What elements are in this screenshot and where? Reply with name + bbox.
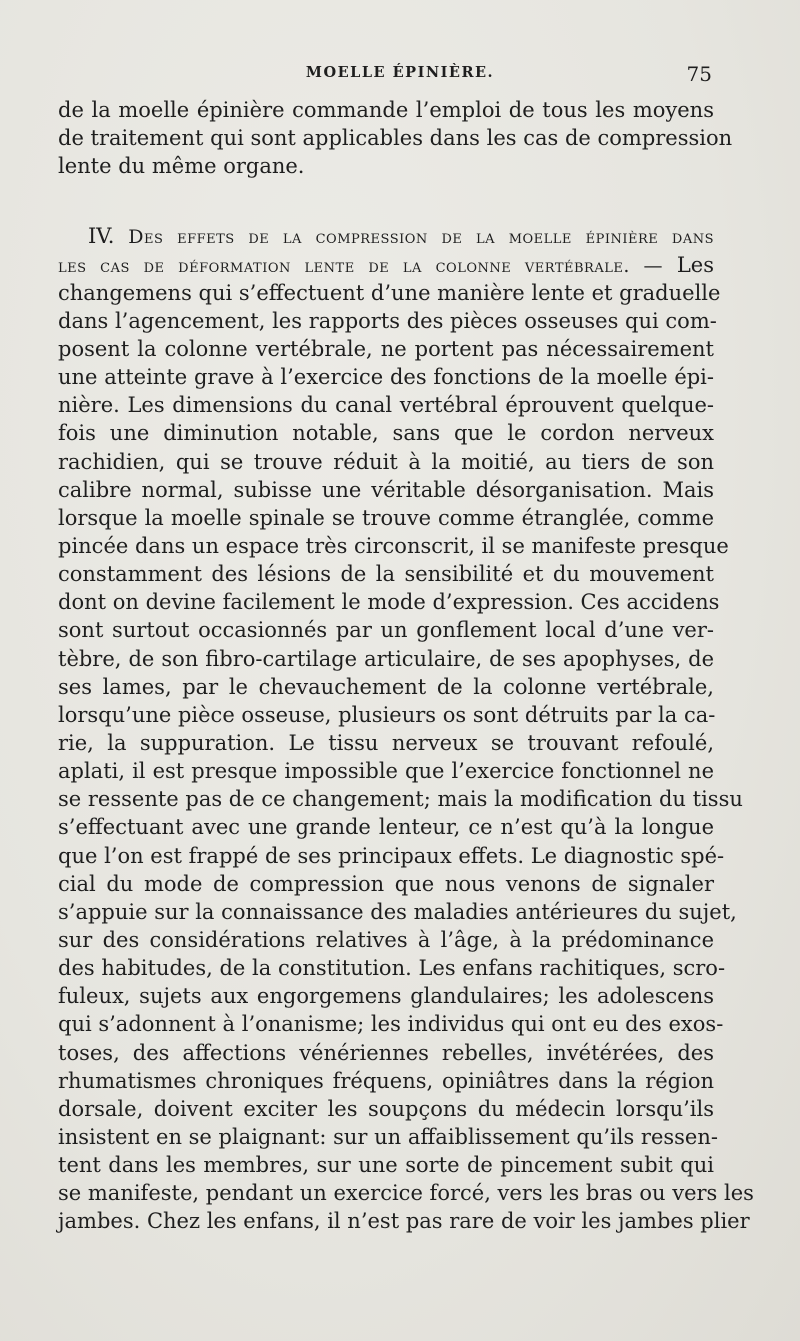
text-line: une atteinte grave à l’exercice des fonctions de la moelle épi- <box>58 365 714 390</box>
section-heading-line <box>58 251 714 279</box>
text-line: pincée dans un espace très circonscrit, il se manifeste presque <box>58 533 729 558</box>
section-heading: Des effets de la compression de la moelle épinière dans <box>128 226 714 249</box>
running-head <box>0 62 800 86</box>
text-line: aplati, il est presque impossible que l’exercice fonctionnel ne <box>58 759 714 784</box>
text-line: tent dans les membres, sur une sorte de pincement subit qui <box>58 1153 714 1178</box>
text-line: constamment des lésions de la sensibilité et du mouvement <box>58 562 714 587</box>
text-line: s’appuie sur la connaissance des maladies antérieures du sujet, <box>58 899 737 924</box>
text-line: insistent en se plaignant: sur un affaiblissement qu’ils ressen- <box>58 1124 718 1149</box>
text-line: de la moelle épinière commande l’emploi de tous les moyens <box>58 98 714 122</box>
text-line: se manifeste, pendant un exercice forcé, vers les bras ou vers les <box>58 1181 754 1206</box>
paragraph-continuation <box>58 96 733 180</box>
text-line: se ressente pas de ce changement; mais la modification du tissu <box>58 787 743 812</box>
text-line: de traitement qui sont applicables dans les cas de compression <box>58 126 733 151</box>
text-line: calibre normal, subisse une véritable désorganisation. Mais <box>58 477 714 502</box>
text-line: qui s’adonnent à l’onanisme; les individus qui ont eu des exos- <box>58 1012 724 1037</box>
text-line: dans l’agencement, les rapports des pièces osseuses qui com- <box>58 308 717 333</box>
section-lines <box>58 279 754 1236</box>
paragraph-spacer <box>58 180 714 222</box>
text-line: toses, des affections vénériennes rebelles, invétérées, des <box>58 1040 714 1065</box>
section-number: IV. <box>88 224 115 249</box>
text-line: fuleux, sujets aux engorgemens glandulaires; les adolescens <box>58 984 714 1009</box>
text-line: posent la colonne vertébrale, ne portent pas nécessairement <box>58 336 714 361</box>
text-line: sont surtout occasionnés par un gonflement local d’une ver- <box>58 618 714 643</box>
text-line: rachidien, qui se trouve réduit à la moitié, au tiers de son <box>58 449 714 474</box>
text-line: changemens qui s’effectuent d’une manière lente et graduelle <box>58 280 721 305</box>
text-line: sur des considérations relatives à l’âge, à la prédominance <box>58 927 714 952</box>
section-paragraph <box>58 222 754 1235</box>
section-heading-line <box>58 222 714 250</box>
text-line: jambes. Chez les enfans, il n’est pas rare de voir les jambes plier <box>58 1209 750 1234</box>
text-line: tèbre, de son fibro-cartilage articulaire, de ses apophyses, de <box>58 646 714 671</box>
text-line: rie, la suppuration. Le tissu nerveux se trouvant refoulé, <box>58 730 714 755</box>
text-line: fois une diminution notable, sans que le cordon nerveux <box>58 421 714 446</box>
text-line: s’effectuant avec une grande lenteur, ce n’est qu’à la longue <box>58 815 714 840</box>
page-number: 75 <box>686 62 712 86</box>
body-text <box>58 96 754 1235</box>
text-line: lorsqu’une pièce osseuse, plusieurs os sont détruits par la ca- <box>58 702 716 727</box>
text-line: dont on devine facilement le mode d’expression. Ces accidens <box>58 590 720 615</box>
text-line: ses lames, par le chevauchement de la colonne vertébrale, <box>58 674 714 699</box>
text-line: des habitudes, de la constitution. Les enfans rachitiques, scro- <box>58 956 726 981</box>
text-line: rhumatismes chroniques fréquens, opiniâtres dans la région <box>58 1068 714 1093</box>
text-line: dorsale, doivent exciter les soupçons du médecin lorsqu’ils <box>58 1096 714 1121</box>
running-title: MOELLE ÉPINIÈRE. <box>305 64 495 81</box>
text-line: lente du même organe. <box>58 154 305 179</box>
text-line: lorsque la moelle spinale se trouve comme étranglée, comme <box>58 505 714 530</box>
text-line: nière. Les dimensions du canal vertébral éprouvent quelque- <box>58 393 714 418</box>
section-heading-continued: les cas de déformation lente de la colonne vertébrale. — <box>58 254 664 277</box>
text-line: cial du mode de compression que nous venons de signaler <box>58 871 714 896</box>
text-line: que l’on est frappé de ses principaux effets. Le diagnostic spé- <box>58 843 725 868</box>
section-text-start: Les <box>676 252 714 277</box>
